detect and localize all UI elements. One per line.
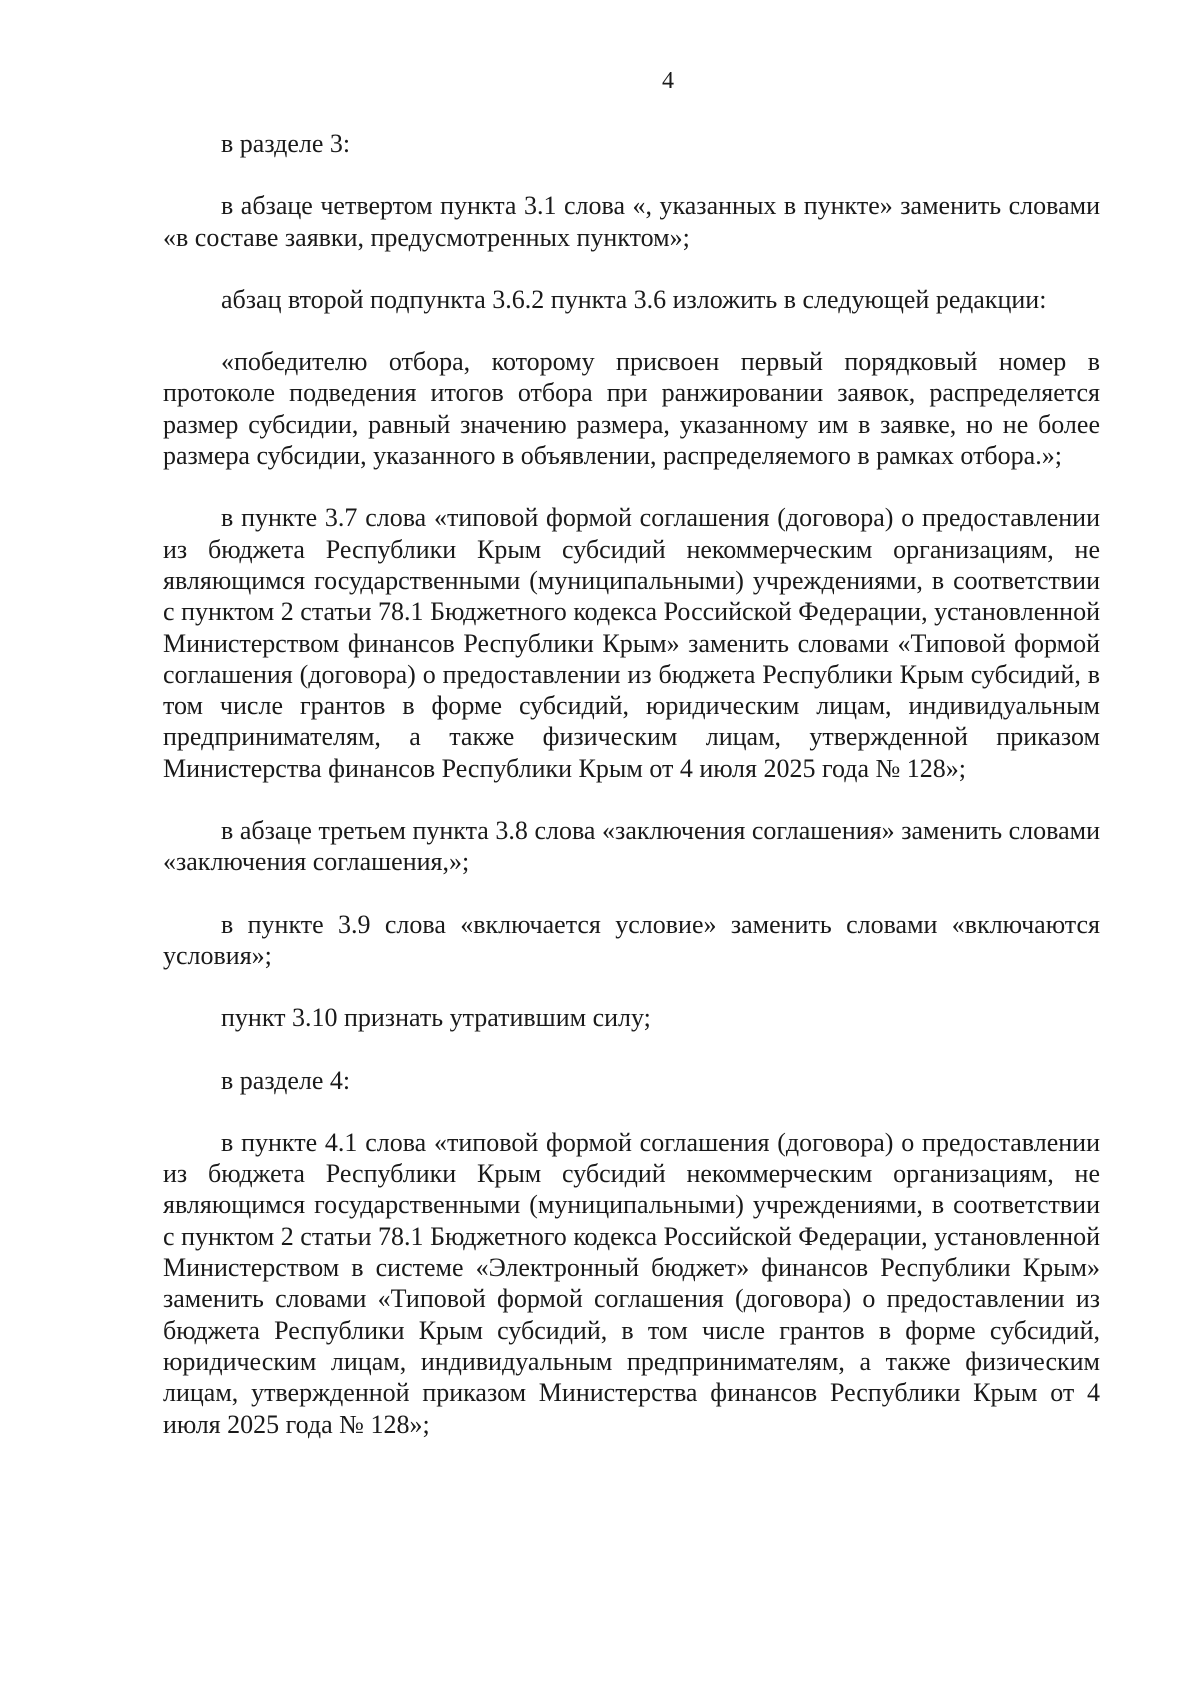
paragraph-item-3-7: в пункте 3.7 слова «типовой формой соглашения (договора) о предоставлении из бюджета Республики Крым субсидий некоммерческим организациям, не являющимся государственными (муниципальными) учреждениями, в соответствии с пунктом 2 статьи 78.1 Бюджетного кодекса Российской Федерации, установленной Министерством финансов Республики Крым» заменить словами «Типовой формой соглашения (договора) о предоставлении из бюджета Республики Крым субсидий, в том числе грантов в форме субсидий, юридическим лицам, индивидуальным предпринимателям, а также физическим лицам, утвержденной приказом Министерства финансов Республики Крым от 4 июля 2025 года № 128»; (163, 503, 1100, 783)
page-number: 4 (662, 68, 674, 94)
document-body (163, 128, 1100, 1440)
paragraph-item-3-8: в абзаце третьем пункта 3.8 слова «заключения соглашения» заменить словами «заключения соглашения,»; (163, 816, 1100, 877)
paragraph-item-3-9: в пункте 3.9 слова «включается условие» заменить словами «включаются условия»; (163, 909, 1100, 970)
paragraph-item-4-1: в пункте 4.1 слова «типовой формой соглашения (договора) о предоставлении из бюджета Республики Крым субсидий некоммерческим организациям, не являющимся государственными (муниципальными) учреждениями, в соответствии с пунктом 2 статьи 78.1 Бюджетного кодекса Российской Федерации, установленной Министерством в системе «Электронный бюджет» финансов Республики Крым» заменить словами «Типовой формой соглашения (договора) о предоставлении из бюджета Республики Крым субсидий, в том числе грантов в форме субсидий, юридическим лицам, индивидуальным предпринимателям, а также физическим лицам, утвержденной приказом Министерства финансов Республики Крым от 4 июля 2025 года № 128»; (163, 1127, 1100, 1439)
paragraph-new-wording-quote: «победителю отбора, которому присвоен первый порядковый номер в протоколе подведения итогов отбора при ранжировании заявок, распределяется размер субсидии, равный значению размера, указанному им в заявке, но не более размера субсидии, указанного в объявлении, распределяемого в рамках отбора.»; (163, 347, 1100, 471)
paragraph-section-3-heading: в разделе 3: (221, 129, 351, 158)
paragraph-section-4-heading: в разделе 4: (221, 1065, 351, 1095)
paragraph-item-3-6-2: абзац второй подпункта 3.6.2 пункта 3.6 изложить в следующей редакции: (221, 284, 1047, 314)
paragraph-item-3-10: пункт 3.10 признать утратившим силу; (221, 1003, 651, 1033)
paragraph-item-3-1: в абзаце четвертом пункта 3.1 слова «, указанных в пункте» заменить словами «в составе заявки, предусмотренных пунктом»; (163, 191, 1100, 252)
